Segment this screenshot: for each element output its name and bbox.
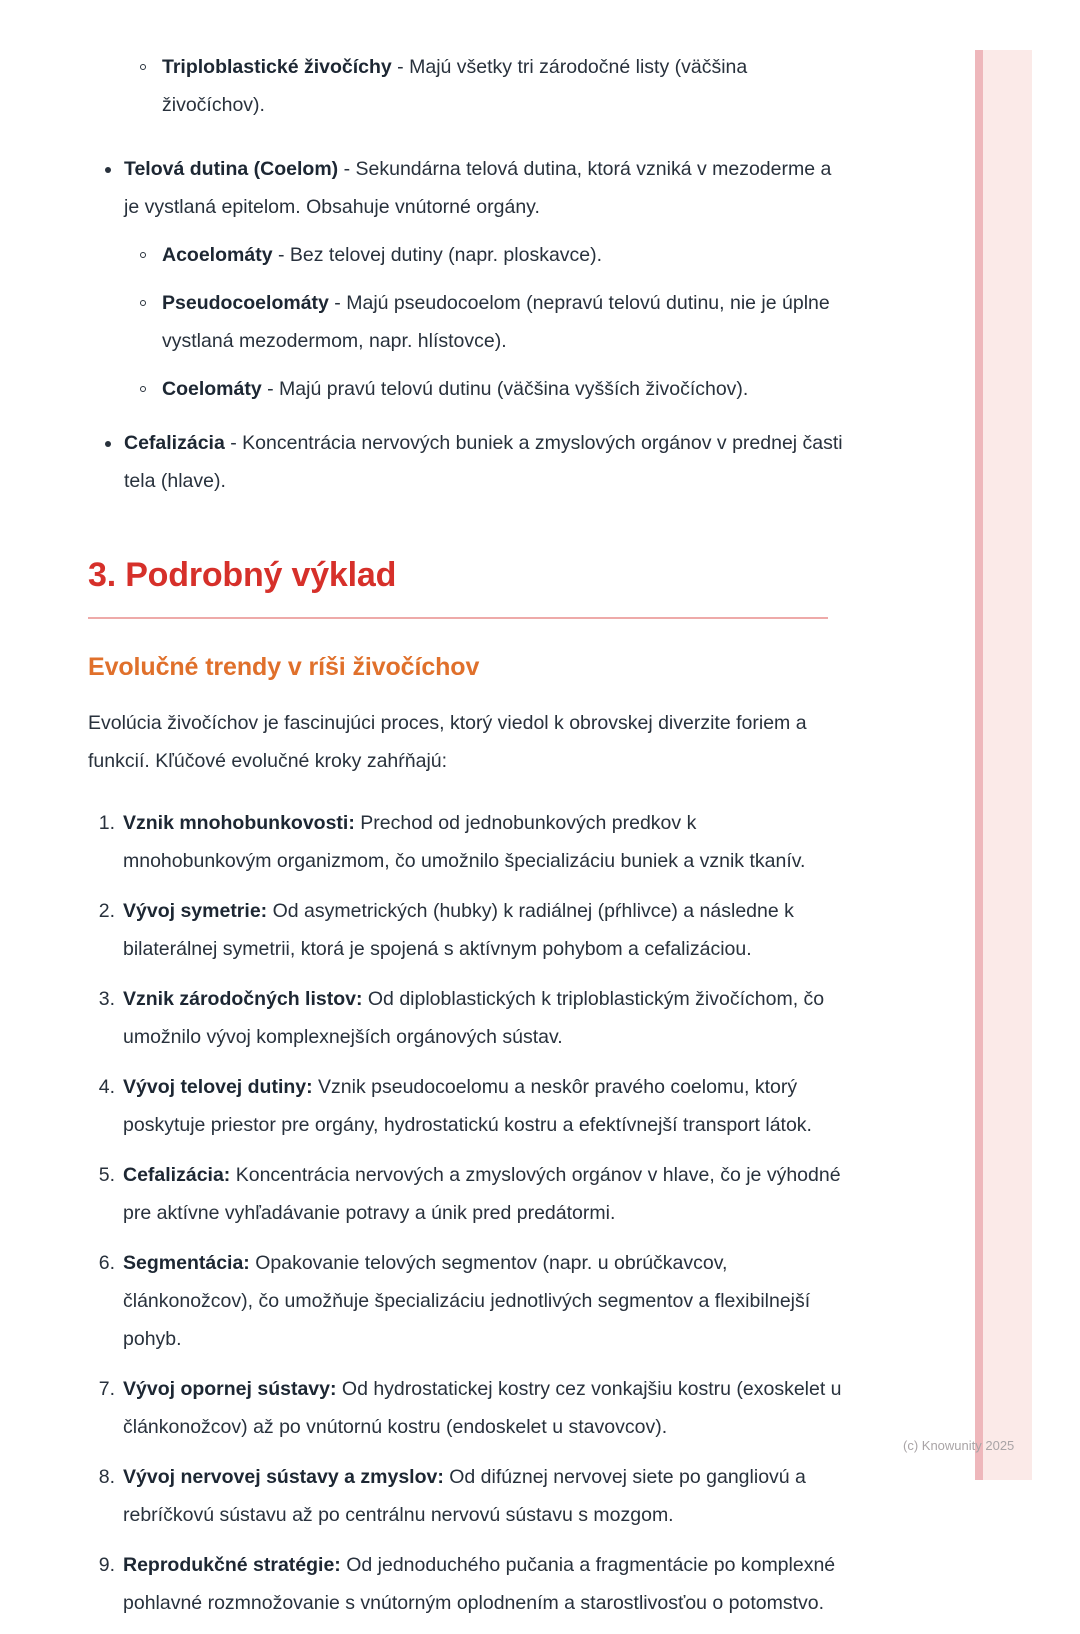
document-content <box>88 0 848 1634</box>
list-item <box>88 804 848 880</box>
list-item-desc: Opakovanie telových segmentov (napr. u obrúčkavcov, článkonožcov), čo umožňuje špecializáciu jednotlivých segmentov a flexibilnejší pohyb. <box>123 1252 811 1350</box>
list-item <box>88 370 848 408</box>
list-item-number: 9. <box>98 1554 115 1576</box>
list-item-term: Telová dutina (Coelom) <box>124 158 339 180</box>
list-item-desc: Sekundárna telová dutina, ktorá vzniká v mezoderme a je vystlaná epitelom. Obsahuje vnútorné orgány. <box>124 158 832 218</box>
list-item-text <box>123 900 794 960</box>
list-item-desc: Koncentrácia nervových a zmyslových orgánov v hlave, čo je výhodné pre aktívne vyhľadávanie potravy a únik pred predátormi. <box>123 1164 841 1224</box>
list-item-desc: Od diploblastických k triploblastickým živočíchom, čo umožnilo vývoj komplexnejších orgánových sústav. <box>123 988 825 1048</box>
list-item-dash: - <box>224 432 243 454</box>
list-item-term: Cefalizácia <box>124 432 225 454</box>
list-item <box>88 236 848 274</box>
list-item-text <box>162 284 848 360</box>
section-heading: 3. Podrobný výklad <box>88 556 397 594</box>
list-item-term: Vývoj telovej dutiny: <box>123 1076 313 1098</box>
list-item <box>88 1156 848 1232</box>
list-item-dash: - <box>391 56 410 78</box>
list-item-number: 1. <box>98 812 115 834</box>
list-item <box>88 284 848 360</box>
list-item-text <box>162 370 848 408</box>
list-item-dash: - <box>272 244 290 266</box>
list-item-term: Vývoj symetrie: <box>123 900 268 922</box>
copyright-watermark: (c) Knowunity 2025 <box>903 1438 1015 1453</box>
list-item-number: 5. <box>98 1164 115 1186</box>
list-item-term: Cefalizácia: <box>123 1164 231 1186</box>
list-item <box>88 1370 848 1446</box>
list-item-term: Vznik mnohobunkovosti: <box>123 812 355 834</box>
bullet-list-level-2 <box>88 236 848 408</box>
list-item-dash: - <box>261 378 280 400</box>
list-item-text <box>124 424 848 500</box>
list-item-desc: Od jednoduchého pučania a fragmentácie po komplexné pohlavné rozmnožovanie s vnútorným oplodnením a starostlivosťou o potomstvo. <box>123 1554 836 1614</box>
list-item-term: Pseudocoelomáty <box>162 292 329 314</box>
list-item <box>88 1068 848 1144</box>
list-item-term: Vznik zárodočných listov: <box>123 988 363 1010</box>
list-item-text <box>123 812 805 872</box>
right-decorative-panel-edge <box>975 50 983 1480</box>
subsection-heading: Evolučné trendy v ríši živočíchov <box>88 653 480 681</box>
list-item-term: Reprodukčné stratégie: <box>123 1554 341 1576</box>
list-item <box>88 1244 848 1358</box>
list-item-text <box>123 988 824 1048</box>
list-item-number: 6. <box>98 1252 115 1274</box>
numbered-steps-list <box>88 804 848 1622</box>
list-item <box>88 980 848 1056</box>
list-item-term: Coelomáty <box>162 378 262 400</box>
list-item-number: 8. <box>98 1466 115 1488</box>
list-item <box>88 150 848 408</box>
list-item-dash: - <box>338 158 356 180</box>
intro-paragraph: Evolúcia živočíchov je fascinujúci proces, ktorý viedol k obrovskej diverzite foriem a funkcií. Kľúčové evolučné kroky zahŕňajú: <box>88 712 807 772</box>
list-item-term: Vývoj opornej sústavy: <box>123 1378 337 1400</box>
list-item <box>88 1458 848 1534</box>
list-item-desc: Majú pravú telovú dutinu (väčšina vyšších živočíchov). <box>279 378 749 400</box>
list-item-desc: Prechod od jednobunkových predkov k mnohobunkovým organizmom, čo umožnilo špecializáciu buniek a vznik tkanív. <box>123 812 806 872</box>
list-item-desc: Vznik pseudocoelomu a neskôr pravého coelomu, ktorý poskytuje priestor pre orgány, hydrostatickú kostru a efektívnejší transport látok. <box>123 1076 812 1136</box>
list-item-term: Segmentácia: <box>123 1252 250 1274</box>
list-item-number: 4. <box>98 1076 115 1098</box>
list-item-text <box>123 1252 810 1350</box>
list-item-text <box>123 1164 841 1224</box>
list-item-desc: Bez telovej dutiny (napr. ploskavce). <box>289 244 603 266</box>
bullet-list-level-1 <box>88 150 848 500</box>
list-item <box>88 424 848 500</box>
list-item-text <box>123 1378 842 1438</box>
list-item-term: Vývoj nervovej sústavy a zmyslov: <box>123 1466 444 1488</box>
list-item-text <box>124 150 848 226</box>
list-item-text <box>123 1076 812 1136</box>
right-decorative-panel <box>975 50 1032 1480</box>
list-item-desc: Koncentrácia nervových buniek a zmyslových orgánov v prednej časti tela (hlave). <box>124 432 843 492</box>
list-item-text <box>162 236 848 274</box>
list-item <box>88 1546 848 1622</box>
list-item-desc: Majú pseudocoelom (nepravú telovú dutinu, nie je úplne vystlaná mezodermom, napr. hlístovce). <box>162 292 830 352</box>
list-item-number: 3. <box>98 988 115 1010</box>
list-item-term: Acoelomáty <box>162 244 273 266</box>
list-item-desc: Od asymetrických (hubky) k radiálnej (pŕhlivce) a následne k bilaterálnej symetrii, ktorá je spojená s aktívnym pohybom a cefalizáciou. <box>123 900 794 960</box>
list-item <box>88 892 848 968</box>
list-item-term: Triploblastické živočíchy <box>162 56 392 78</box>
list-item-text <box>123 1466 806 1526</box>
list-item-number: 2. <box>98 900 115 922</box>
list-item-number: 7. <box>98 1378 115 1400</box>
list-item-text <box>123 1554 835 1614</box>
list-item-dash: - <box>328 292 347 314</box>
list-item-desc: Od difúznej nervovej siete po gangliovú a rebríčkovú sústavu až po centrálnu nervovú sústavu s mozgom. <box>123 1466 806 1526</box>
list-item-desc: Majú všetky tri zárodočné listy (väčšina živočíchov). <box>162 56 748 116</box>
list-item-desc: Od hydrostatickej kostry cez vonkajšiu kostru (exoskelet u článkonožcov) až po vnútornú kostru (endoskelet u stavovcov). <box>123 1378 842 1438</box>
list-item <box>88 48 848 124</box>
